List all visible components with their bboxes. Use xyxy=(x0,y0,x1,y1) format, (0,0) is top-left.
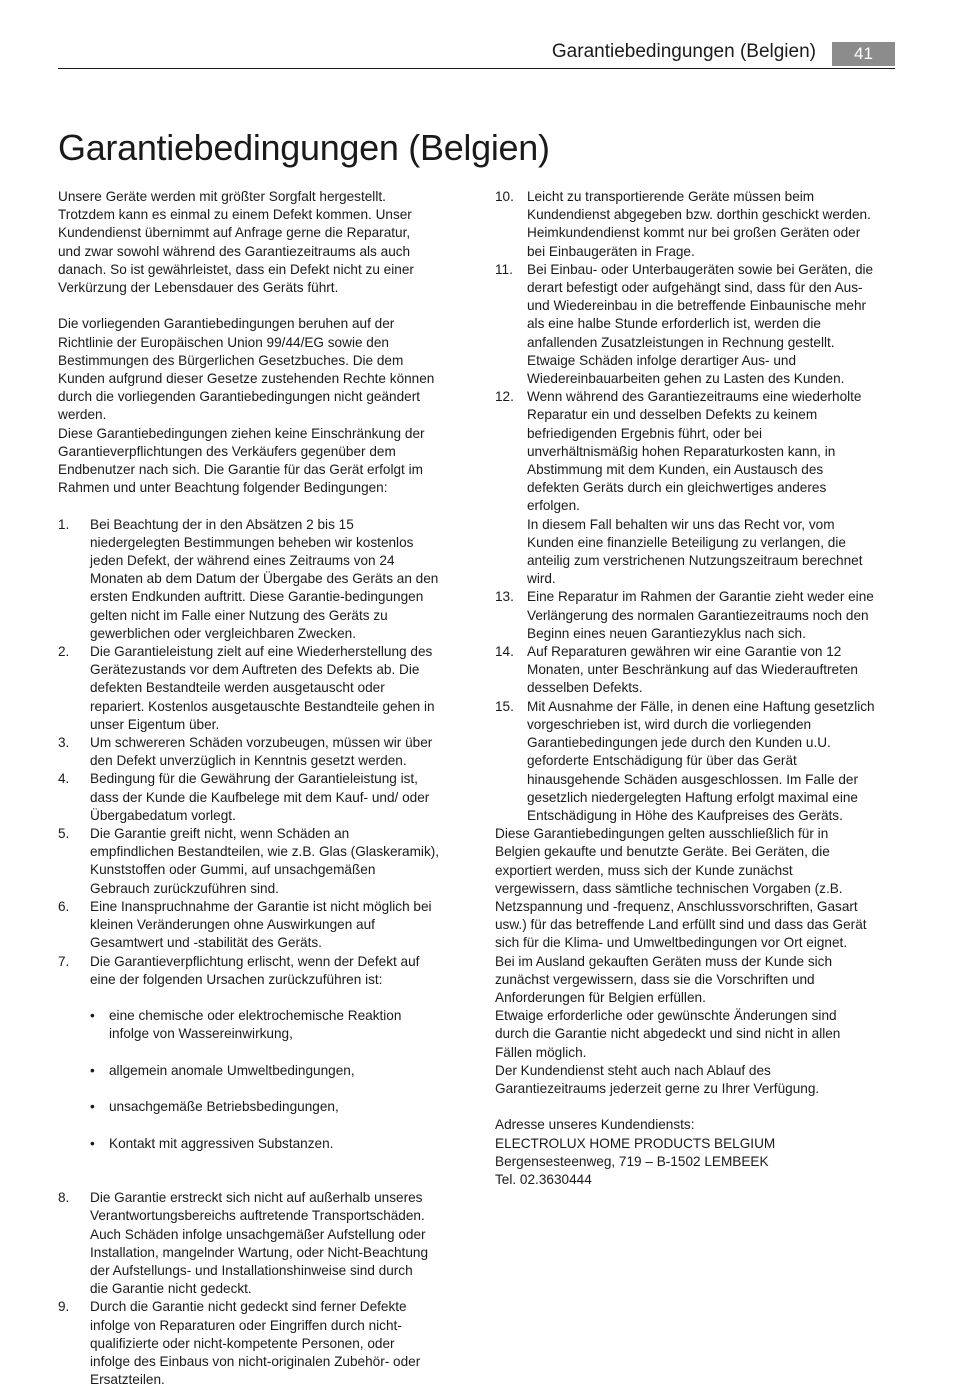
item-text: Die Garantie greift nicht, wenn Schäden an empfindlichen Bestandteilen, wie z.B. Glas (Glaskeramik), Kunststoffen oder Gummi, auf unsachgemäßen Gebrauch zurückzuführen sind. xyxy=(90,826,440,896)
list-item xyxy=(495,261,903,388)
address-street: Bergensesteenweg, 719 – B-1502 LEMBEEK xyxy=(495,1153,769,1169)
list-item xyxy=(495,698,903,825)
list-item xyxy=(58,953,466,1190)
address-label: Adresse unseres Kundendiensts: xyxy=(495,1117,695,1133)
item-text: Leicht zu transportierende Geräte müssen beim Kundendienst abgegeben bzw. dorthin geschickt werden. Heimkundendienst kommt nur bei großen Geräten oder bei Einbaugeräten in Frage. xyxy=(527,189,871,259)
item-number: 15. xyxy=(495,698,514,714)
bullet-text: allgemein anomale Umweltbedingungen, xyxy=(109,1062,355,1078)
item-number: 9. xyxy=(58,1299,70,1315)
item-number: 3. xyxy=(58,735,70,751)
item-number: 7. xyxy=(58,953,70,969)
item-text: Die Garantieleistung zielt auf eine Wiederherstellung des Gerätezustands vor dem Auftreten des Defekts ab. Die defekten Bestandteile werden ausgetauscht oder repariert. Kostenlos ausgetauschte Bestandteile gehen in unser Eigentum über. xyxy=(90,644,435,732)
item-number: 4. xyxy=(58,771,70,787)
bullet-text: Kontakt mit aggressiven Substanzen. xyxy=(109,1135,334,1151)
bullet-icon: • xyxy=(90,1099,95,1115)
address-company: ELECTROLUX HOME PRODUCTS BELGIUM xyxy=(495,1135,776,1151)
bullet-item xyxy=(90,1007,466,1043)
item-text: Wenn während des Garantiezeitraums eine wiederholte Reparatur ein und desselben Defekts zu keinem befriedigenden Ergebnis führt, oder bei unverhältnismäßig hohen Reparaturkosten kann, in Abstimmung mit dem Kunden, ein Austausch des defekten Geräts durch ein gleichwertiges anderes erfolgen. In diesem Fall behalten wir uns das Recht vor, vom Kunden eine finanzielle Beteiligung zu verlangen, die anteilig zum verstrichenen Nutzungszeitraum berechnet wird. xyxy=(527,389,863,587)
item-text: Durch die Garantie nicht gedeckt sind ferner Defekte infolge von Reparaturen oder Eingriffen durch nicht- qualifizierte oder nicht-kompetente Personen, oder infolge des Einbaus von nicht-originalen Zubehör- oder Ersatzteilen. xyxy=(90,1299,421,1388)
item-text: Die Garantie erstreckt sich nicht auf außerhalb unseres Verantwortungsbereichs auftretende Transportschäden. Auch Schäden infolge unsachgemäßer Aufstellung oder Installation, mangelnder Wartung, oder Nicht-Beachtung der Aufstellungs- und Installationshinweise sind durch die Garantie nicht gedeckt. xyxy=(90,1190,429,1297)
item-number: 2. xyxy=(58,644,70,660)
list-item xyxy=(58,770,466,825)
header-rule xyxy=(58,68,895,69)
item-number: 5. xyxy=(58,826,70,842)
list-item xyxy=(58,643,466,734)
item-number: 8. xyxy=(58,1190,70,1206)
item-text: Mit Ausnahme der Fälle, in denen eine Haftung gesetzlich vorgeschrieben ist, wird durch die vorliegenden Garantiebedingungen jede durch den Kunden u.U. geforderte Entschädigung für über das Gerät hinausgehende Schäden ausgeschlossen. Im Falle der gesetzlich niedergelegten Haftung erfolgt maximal eine Entschädigung in Höhe des Kaufpreises des Geräts. xyxy=(527,698,875,823)
list-item xyxy=(495,643,903,698)
running-header-title: Garantiebedingungen (Belgien) xyxy=(551,41,816,62)
list-item xyxy=(58,898,466,953)
bullet-item xyxy=(90,1098,466,1116)
item-number: 11. xyxy=(495,261,513,277)
intro-paragraph: Die vorliegenden Garantiebedingungen beruhen auf der Richtlinie der Europäischen Union 99/44/EG sowie den Bestimmungen des Bürgerlichen Gesetzbuches. Die dem Kunden aufgrund dieser Gesetze zustehenden Rechte können durch die vorliegenden Garantiebedingungen nicht geändert werden. xyxy=(58,316,435,423)
intro-paragraph: Unsere Geräte werden mit größter Sorgfalt hergestellt. Trotzdem kann es einmal zu einem Defekt kommen. Unser Kundendienst übernimmt auf Anfrage gerne die Reparatur, und zwar sowohl während des Garantiezeitraums als auch danach. So ist gewährleistet, dass ein Defekt nicht zu einer Verkürzung der Lebensdauer des Geräts führt. xyxy=(58,189,414,296)
bullet-icon: • xyxy=(90,1135,95,1151)
list-item xyxy=(58,516,466,643)
intro-paragraph: Diese Garantiebedingungen ziehen keine Einschränkung der Garantieverpflichtungen des Verkäufers gegenüber dem Endbenutzer nach sich. Die Garantie für das Gerät erfolgt im Rahmen und unter Beachtung folgender Bedingungen: xyxy=(58,425,425,496)
bullet-item xyxy=(90,1062,466,1080)
list-item xyxy=(58,734,466,770)
item-text: Bei Einbau- oder Unterbaugeräten sowie bei Geräten, die derart befestigt oder aufgehängt sind, dass für den Aus- und Wiedereinbau in die betreffende Einbaunische mehr als eine halbe Stunde erforderlich ist, werden die anfallenden Zusatzleistungen in Rechnung gestellt. Etwaige Schäden infolge derartiger Aus- und Wiedereinbauarbeiten gehen zu Lasten des Kunden. xyxy=(527,261,874,387)
item-text: Um schwereren Schäden vorzubeugen, müssen wir über den Defekt unverzüglich in Kenntnis gesetzt werden. xyxy=(90,735,433,769)
list-item xyxy=(495,388,903,588)
item-text: Bedingung für die Gewährung der Garantieleistung ist, dass der Kunde die Kaufbelege mit dem Kauf- und/ oder Übergabedatum vorlegt. xyxy=(90,771,430,823)
list-item xyxy=(58,1189,466,1298)
item-number: 12. xyxy=(495,389,514,405)
right-column xyxy=(495,188,903,1189)
item-text: Auf Reparaturen gewähren wir eine Garantie von 12 Monaten, unter Beschränkung auf das Wiederauftreten desselben Defekts. xyxy=(527,644,858,696)
closing-paragraph: Etwaige erforderliche oder gewünschte Änderungen sind durch die Garantie nicht abgedeckt und sind nicht in allen Fällen möglich. xyxy=(495,1008,841,1060)
bullet-icon: • xyxy=(90,1008,95,1024)
item-number: 6. xyxy=(58,898,70,914)
list-item xyxy=(58,825,466,898)
bullet-item xyxy=(90,1135,466,1153)
closing-paragraph: Diese Garantiebedingungen gelten ausschließlich für in Belgien gekaufte und benutzte Geräte. Bei Geräten, die exportiert werden, muss sich der Kunde zunächst vergewissern, dass sämtliche technischen Vorgaben (z.B. Netzspannung und -frequenz, Anschlussvorschriften, Gasart usw.) für das betreffende Land erfüllt sind und dass das Gerät sich für die Klima- und Umweltbedingungen vor Ort eignet. Bei im Ausland gekauften Geräten muss der Kunde sich zunächst vergewissern, dass sie die Vorschriften und Anforderungen für Belgien erfüllen. xyxy=(495,826,867,1005)
left-column xyxy=(58,188,466,1389)
item-number: 1. xyxy=(58,516,70,532)
bullet-text: unsachgemäße Betriebsbedingungen, xyxy=(109,1099,339,1115)
cause-bullet-list xyxy=(90,989,466,1171)
page-title: Garantiebedingungen (Belgien) xyxy=(58,127,550,168)
address-phone: Tel. 02.3630444 xyxy=(495,1171,592,1187)
item-number: 13. xyxy=(495,589,514,605)
page-number: 41 xyxy=(832,42,895,66)
list-item xyxy=(58,1298,466,1389)
closing-paragraph: Der Kundendienst steht auch nach Ablauf des Garantiezeitraums jederzeit gerne zu Ihrer Verfügung. xyxy=(495,1062,820,1096)
item-number: 10. xyxy=(495,189,514,204)
list-item xyxy=(495,188,903,261)
bullet-text: eine chemische oder elektrochemische Reaktion infolge von Wassereinwirkung, xyxy=(109,1008,402,1042)
list-item xyxy=(495,588,903,643)
bullet-icon: • xyxy=(90,1062,95,1078)
item-text: Eine Reparatur im Rahmen der Garantie zieht weder eine Verlängerung des normalen Garantiezeitraums noch den Beginn eines neuen Garantiezyklus nach sich. xyxy=(527,589,874,641)
item-number: 14. xyxy=(495,644,514,660)
item-text: Bei Beachtung der in den Absätzen 2 bis 15 niedergelegten Bestimmungen beheben wir kostenlos jeden Defekt, der während eines Zeitraums von 24 Monaten ab dem Datum der Übergabe des Geräts an den ersten Endkunden auftritt. Diese Garantie-bedingungen gelten nicht im Falle einer Nutzung des Geräts zu gewerblichen oder vergleichbaren Zwecken. xyxy=(90,516,439,641)
item-text: Die Garantieverpflichtung erlischt, wenn der Defekt auf eine der folgenden Ursachen zurückzuführen ist: xyxy=(90,953,420,987)
item-text: Eine Inanspruchnahme der Garantie ist nicht möglich bei kleinen Veränderungen ohne Auswirkungen auf Gesamtwert und -stabilität des Geräts. xyxy=(90,898,432,951)
